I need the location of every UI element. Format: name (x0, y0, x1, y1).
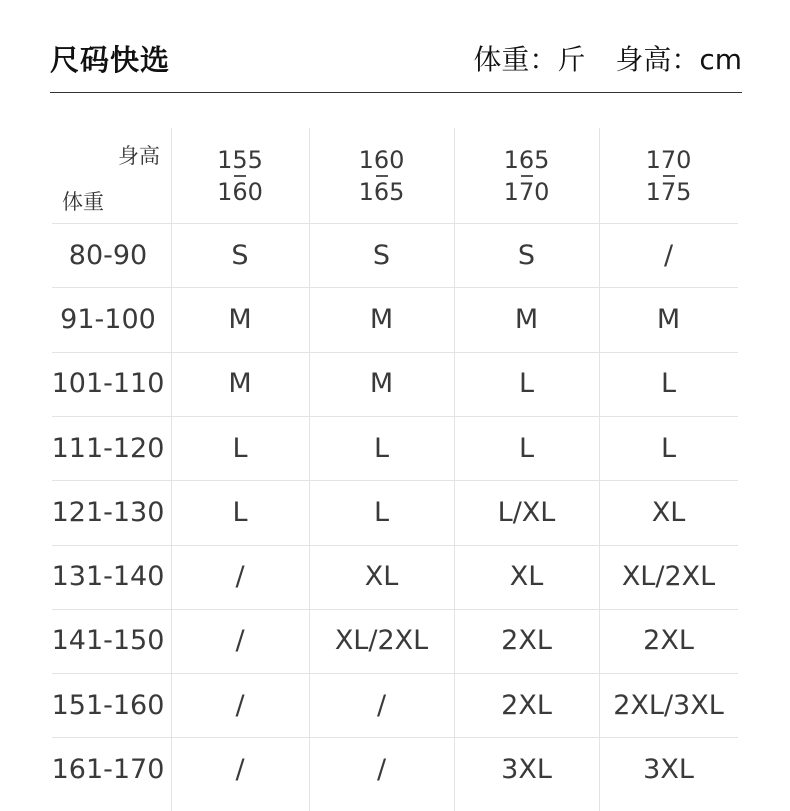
height-column-header (309, 128, 454, 223)
size-cell: / (235, 561, 245, 593)
size-cell: 2XL (643, 625, 694, 657)
range-dash (521, 175, 533, 177)
weight-row-label: 151-160 (51, 689, 165, 721)
size-cell: M (369, 368, 394, 400)
size-cell: XL/2XL (334, 625, 429, 657)
height-to: 160 (217, 177, 263, 206)
size-cell: S (517, 239, 536, 271)
header (50, 38, 742, 78)
weight-row-label: 131-140 (51, 561, 165, 593)
size-cell: L (373, 432, 390, 464)
size-cell: 2XL/3XL (613, 689, 724, 721)
size-cell: L (660, 368, 677, 400)
corner-weight-label: 体重 (62, 190, 104, 214)
size-cell: / (235, 689, 245, 721)
size-cell: 3XL (643, 754, 694, 786)
weight-unit-label: 体重：斤 (473, 43, 586, 76)
height-from: 165 (503, 145, 550, 174)
size-cell: M (514, 303, 539, 335)
size-cell: / (235, 625, 245, 657)
weight-row-label: 91-100 (60, 303, 156, 335)
size-cell: / (376, 689, 387, 721)
size-cell: 2XL (501, 625, 552, 657)
corner-height-label: 身高 (118, 144, 160, 168)
size-cell: XL/2XL (621, 561, 716, 593)
weight-row-label: 111-120 (51, 432, 165, 464)
height-column-header (454, 128, 599, 223)
height-from: 170 (645, 145, 692, 174)
size-cell: L (518, 368, 535, 400)
height-from: 155 (217, 145, 263, 174)
size-cell: 3XL (501, 754, 552, 786)
size-cell: L (518, 432, 535, 464)
height-unit-label: 身高：cm (615, 43, 742, 76)
height-from: 160 (358, 145, 405, 174)
height-to: 175 (645, 177, 692, 206)
range-dash (663, 175, 675, 177)
height-column-header (599, 128, 738, 223)
size-cell: / (663, 239, 674, 271)
size-cell: M (228, 303, 252, 335)
weight-row-label: 121-130 (51, 496, 165, 528)
size-cell: L/XL (497, 496, 556, 528)
weight-row-label: 141-150 (51, 625, 165, 657)
size-cell: L (373, 496, 390, 528)
height-column-header (171, 128, 309, 223)
weight-row-label: 161-170 (51, 754, 165, 786)
range-dash (376, 175, 388, 177)
size-cell: M (228, 368, 252, 400)
unit-legend (473, 38, 742, 78)
size-cell: L (660, 432, 677, 464)
height-to: 165 (358, 177, 405, 206)
size-cell: / (235, 754, 245, 786)
size-cell: M (369, 303, 394, 335)
size-cell: XL (364, 561, 399, 593)
weight-row-label: 80-90 (68, 239, 148, 271)
range-dash (234, 175, 246, 177)
weight-row-label: 101-110 (51, 368, 165, 400)
size-cell: XL (509, 561, 544, 593)
size-cell: 2XL (501, 689, 552, 721)
size-cell: / (376, 754, 387, 786)
page-title: 尺码快选 (50, 43, 171, 77)
size-cell: XL (651, 496, 686, 528)
size-cell: S (231, 239, 249, 271)
height-to: 170 (503, 177, 550, 206)
header-divider (50, 92, 742, 93)
size-cell: M (656, 303, 681, 335)
size-table (52, 128, 738, 811)
size-cell: L (232, 432, 248, 464)
size-cell: S (372, 239, 391, 271)
size-cell: L (232, 496, 248, 528)
